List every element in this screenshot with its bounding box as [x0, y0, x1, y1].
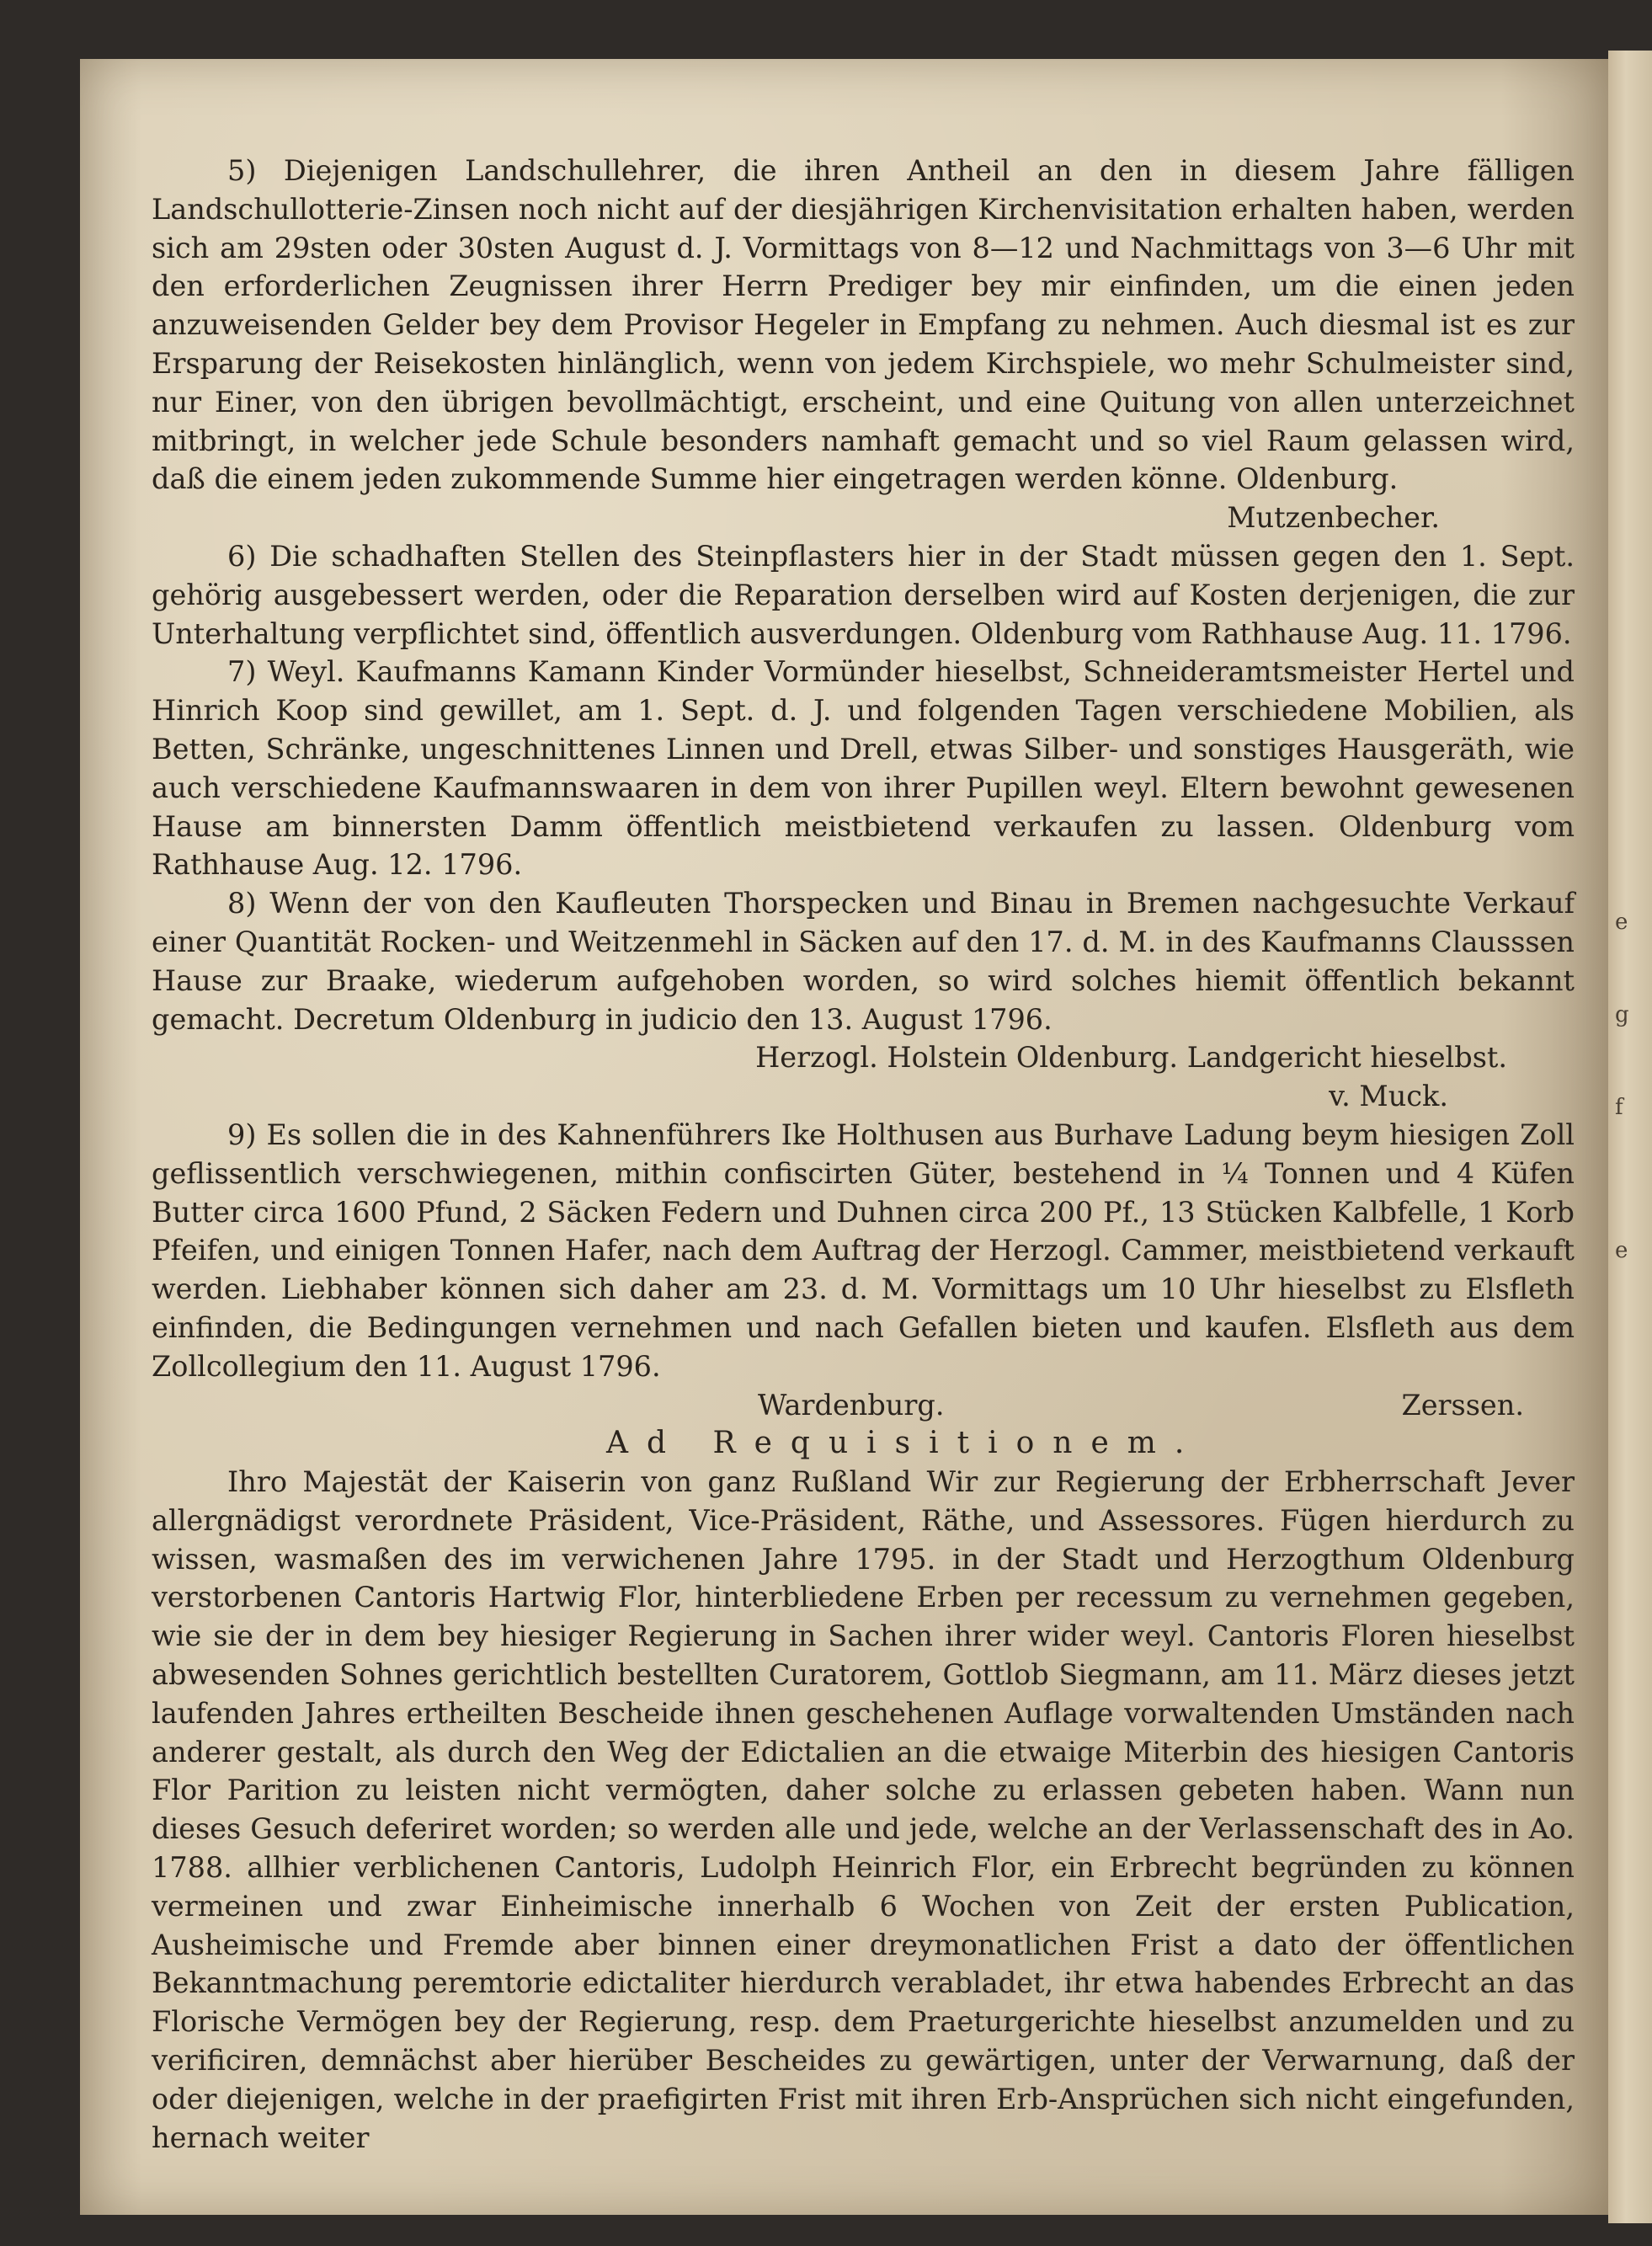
paragraph-8: 8) Wenn der von den Kaufleuten Thorspecken und Binau in Bremen nachgesuchte Verkauf einer Quantität Rocken- und Weitzenmehl in Säcken auf den 17. d. M. in des Kaufmanns Clausssen Hause zur Braake, wiederum aufgehoben worden, so wird solches hiemit öffentlich bekannt gemacht. Decretum Oldenburg in judicio den 13. August 1796.	[152, 887, 1575, 1036]
paragraph-6: 6) Die schadhaften Stellen des Steinpflasters hier in der Stadt müssen gegen den 1. Sept. gehörig ausgebessert werden, oder die Reparation derselben wird auf Kosten derjenigen, die zur Unterhaltung verpflichtet sind, öffentlich ausverdungen. Oldenburg vom Rathhause Aug. 11. 1796.	[152, 539, 1575, 650]
section-heading: Ad Requisitionem.	[606, 1426, 1203, 1461]
signature-wardenburg: Wardenburg.	[758, 1388, 945, 1422]
edge-fragment: g	[1615, 1002, 1629, 1027]
paragraph-requisition: Ihro Majestät der Kaiserin von ganz Rußland Wir zur Regierung der Erbherrschaft Jever allergnädigst verordnete Präsident, Vice-Präsident, Räthe, und Assessores. Fügen hierdurch zu wissen, wasmaßen des im verwichenen Jahre 1795. in der Stadt und Herzogthum Oldenburg verstorbenen Cantoris Hartwig Flor, hinterbliedene Erben per recessum zu vernehmen gegeben, wie sie der in dem bey hiesiger Regierung in Sachen ihrer wider weyl. Cantoris Floren hieselbst abwesenden Sohnes gerichtlich bestellten Curatorem, Gottlob Siegmann, am 11. März dieses jetzt laufenden Jahres ertheilten Bescheide ihnen geschehenen Auflage vorwaltenden Umständen nach anderer gestalt, als durch den Weg der Edictalien an die etwaige Miterbin des hiesigen Cantoris Flor Parition zu leisten nicht vermögten, daher solche zu erlassen gebeten haben. Wann nun dieses Gesuch deferiret worden; so werden alle und jede, welche an der Verlassenschaft des in Ao. 1788. allhier verblichenen Cantoris, Ludolph Heinrich Flor, ein Erbrecht begründen zu können vermeinen und zwar Einheimische innerhalb 6 Wochen von Zeit der ersten Publication, Ausheimische und Fremde aber binnen einer dreymonatlichen Frist a dato der öffentlichen Bekanntmachung peremtorie edictaliter hierdurch verabladet, ihr etwa habendes Erbrecht an das Florische Vermögen bey der Regierung, resp. dem Praeturgerichte hieselbst anzumelden und zu verificiren, demnächst aber hierüber Bescheides zu gewärtigen, unter der Verwarnung, daß der oder diejenigen, welche in der praefigirten Frist mit ihren Erb-Ansprüchen sich nicht eingefunden, hernach weiter	[152, 1465, 1575, 2154]
edge-fragment: f	[1615, 1095, 1623, 1120]
edge-fragment: e	[1615, 910, 1628, 935]
adjacent-page-edge	[1608, 51, 1652, 2223]
paragraph-7: 7) Weyl. Kaufmanns Kamann Kinder Vormünder hieselbst, Schneideramtsmeister Hertel und Hinrich Koop sind gewillet, am 1. Sept. d. J. und folgenden Tagen verschiedene Mobilien, als Betten, Schränke, ungeschnittenes Linnen und Drell, etwas Silber- und sonstiges Hausgeräth, wie auch verschiedene Kaufmannswaaren in dem von ihrer Pupillen weyl. Eltern bewohnt gewesenen Hause am binnersten Damm öffentlich meistbietend verkaufen zu lassen. Oldenburg vom Rathhause Aug. 12. 1796.	[152, 655, 1575, 882]
signature-muck: v. Muck.	[1329, 1080, 1448, 1113]
signature-zerssen: Zerssen.	[1401, 1388, 1524, 1422]
signature-landgericht: Herzogl. Holstein Oldenburg. Landgericht hieselbst.	[755, 1041, 1507, 1075]
signature-mutzenbecher: Mutzenbecher.	[1227, 501, 1440, 535]
paragraph-9: 9) Es sollen die in des Kahnenführers Ike Holthusen aus Burhave Ladung beym hiesigen Zoll geflissentlich verschwiegenen, mithin confiscirten Güter, bestehend in ¼ Tonnen und 4 Küfen Butter circa 1600 Pfund, 2 Säcken Federn und Duhnen circa 200 Pf., 13 Stücken Kalbfelle, 1 Korb Pfeifen, und einigen Tonnen Hafer, nach dem Auftrag der Herzogl. Cammer, meistbietend verkauft werden. Liebhaber können sich daher am 23. d. M. Vormittags um 10 Uhr hieselbst zu Elsfleth einfinden, die Bedingungen vernehmen und nach Gefallen bieten und kaufen. Elsfleth aus dem Zollcollegium den 11. August 1796.	[152, 1118, 1575, 1383]
paragraph-5: 5) Diejenigen Landschullehrer, die ihren Antheil an den in diesem Jahre fälligen Landschullotterie-Zinsen noch nicht auf der diesjährigen Kirchenvisitation erhalten haben, werden sich am 29sten oder 30sten August d. J. Vormittags von 8—12 und Nachmittags von 3—6 Uhr mit den erforderlichen Zeugnissen ihrer Herrn Prediger bey mir einfinden, um die einen jeden anzuweisenden Gelder bey dem Provisor Hegeler in Empfang zu nehmen. Auch diesmal ist es zur Ersparung der Reisekosten hinlänglich, wenn von jedem Kirchspiele, wo mehr Schulmeister sind, nur Einer, von den übrigen bevollmächtigt, erscheint, und eine Quitung von allen unterzeichnet mitbringt, in welcher jede Schule besonders namhaft gemacht und so viel Raum gelassen wird, daß die einem jeden zukommende Summe hier eingetragen werden könne. Oldenburg.	[152, 154, 1575, 496]
page-text	[152, 152, 1575, 2157]
edge-fragment: e	[1615, 1238, 1628, 1263]
signature-pair	[152, 1386, 1575, 1425]
